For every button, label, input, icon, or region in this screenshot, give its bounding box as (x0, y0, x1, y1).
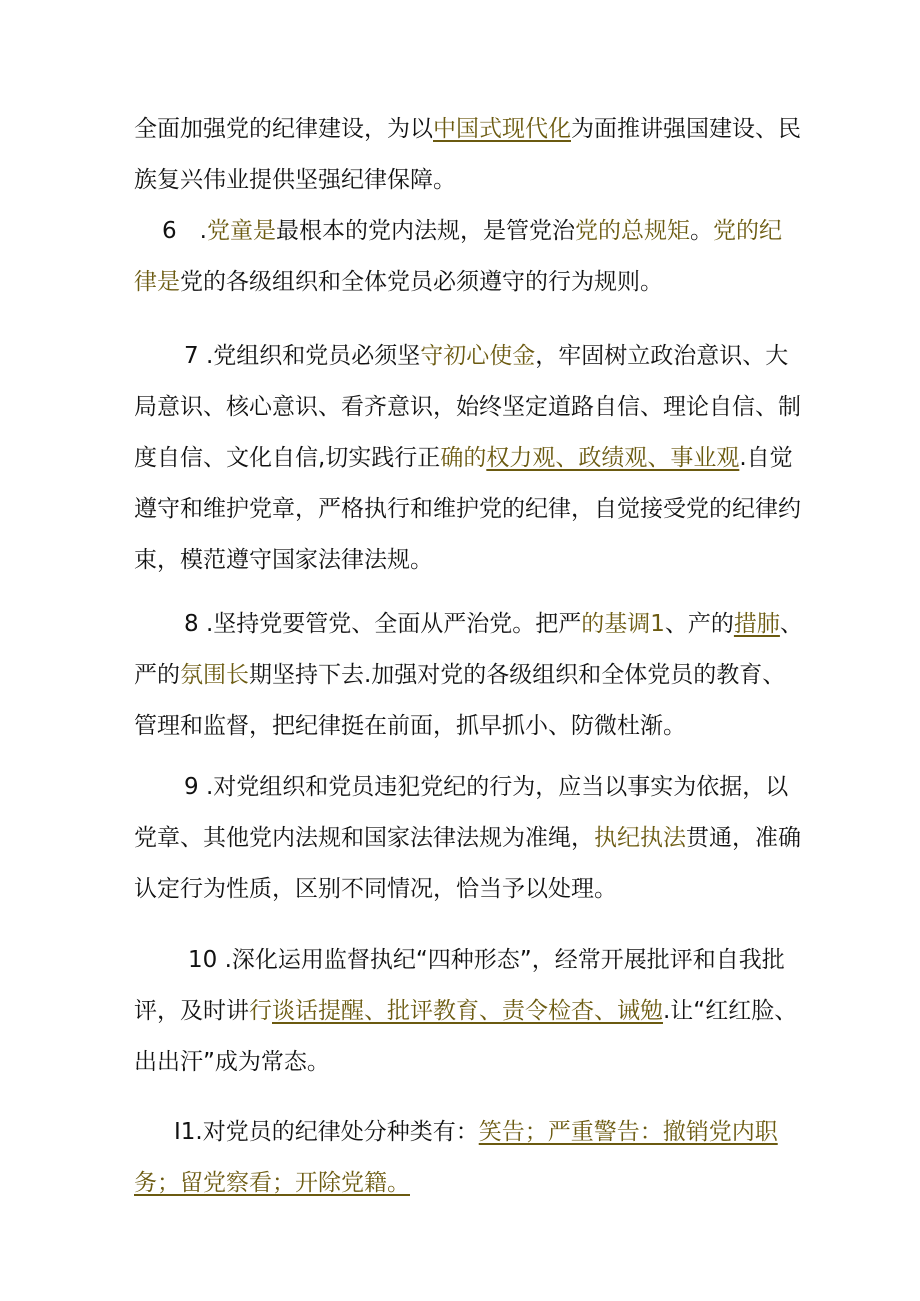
text-segment: 10 .深化运用监督执纪“四种形态”，经常开展批评和自我批评，及时讲 (134, 947, 785, 1024)
text-segment: 最根本的党内法规，是管党治 (275, 218, 575, 244)
highlighted-text: 谈话提醒、批评教育、责令检杳、诫勉 (272, 998, 663, 1024)
highlighted-text: 党的纪律是 (134, 218, 782, 295)
highlighted-text: 守初心使金 (420, 343, 536, 369)
text-segment: 期坚持下去.加强对党的各级组织和全体党员的教育、管理和监督，把纪律挺在前面，抓早抓小、防微杜渐。 (134, 662, 786, 739)
highlighted-text: 氛围长 (180, 662, 249, 688)
highlighted-text: 党的总规矩 (574, 218, 690, 244)
text-segment: 。 (689, 218, 713, 244)
highlighted-text: 的基调1 (581, 611, 665, 637)
text-segment: 8 .坚持党要管党、全面从严治党。把严 (184, 611, 582, 637)
text-segment: 贯通，准确认定行为性质，区别不同情况，恰当予以处理。 (134, 825, 801, 902)
paragraph-item-7 (134, 331, 804, 586)
text-segment: 、产的 (664, 611, 734, 637)
text-segment: 全面加强党的纪律建设，为以 (134, 116, 433, 142)
highlighted-text: 行 (249, 998, 272, 1024)
highlighted-text: 中国式现代化 (433, 116, 571, 142)
paragraph-item-10 (134, 935, 804, 1088)
text-segment: .让“红红脸、出出汗”成为常态。 (134, 998, 798, 1075)
highlighted-text: 执纪执法 (594, 825, 686, 851)
highlighted-text: 党童是 (206, 218, 276, 244)
text-segment: 9 .对党组织和党员违犯党纪的行为，应当以事实为依据，以党章、其他党内法规和国家法律法规为准绳， (134, 774, 789, 851)
highlighted-text: 笑告；严重警告：撤销党内职务；留党察看；开除党籍。 (134, 1119, 778, 1196)
text-segment: .自觉遵守和维护党章，严格执行和维护党的纪律，自觉接受党的纪律约束，模范遵守国家法律法规。 (134, 445, 801, 573)
text-segment: 7 .党组织和党员必须坚 (184, 343, 421, 369)
highlighted-text: 确的 (440, 445, 487, 471)
paragraph-item-11 (134, 1107, 804, 1209)
highlighted-text: 权力观、政绩观、事业观 (486, 445, 740, 471)
text-segment: 为面推讲强国建设、民族复兴伟业提供坚强纪律保障。 (134, 116, 801, 193)
text-segment: 、严的 (134, 611, 803, 688)
text-segment: 6 . (162, 218, 207, 244)
text-segment: ，牢固树立政治意识、大局意识、核心意识、看齐意识，始终坚定道路自信、理论自信、制度自信、文化自信,切实践行正 (134, 343, 801, 471)
text-segment: 党的各级组织和全体党员必须遵守的行为规则。 (180, 269, 663, 295)
paragraph-item-8 (134, 599, 804, 752)
highlighted-text: 措肺 (733, 611, 780, 637)
text-segment: I1.对党员的纪律处分种类有： (174, 1119, 479, 1145)
paragraph-intro (134, 104, 804, 206)
paragraph-item-6 (134, 206, 804, 308)
paragraph-item-9 (134, 762, 804, 915)
